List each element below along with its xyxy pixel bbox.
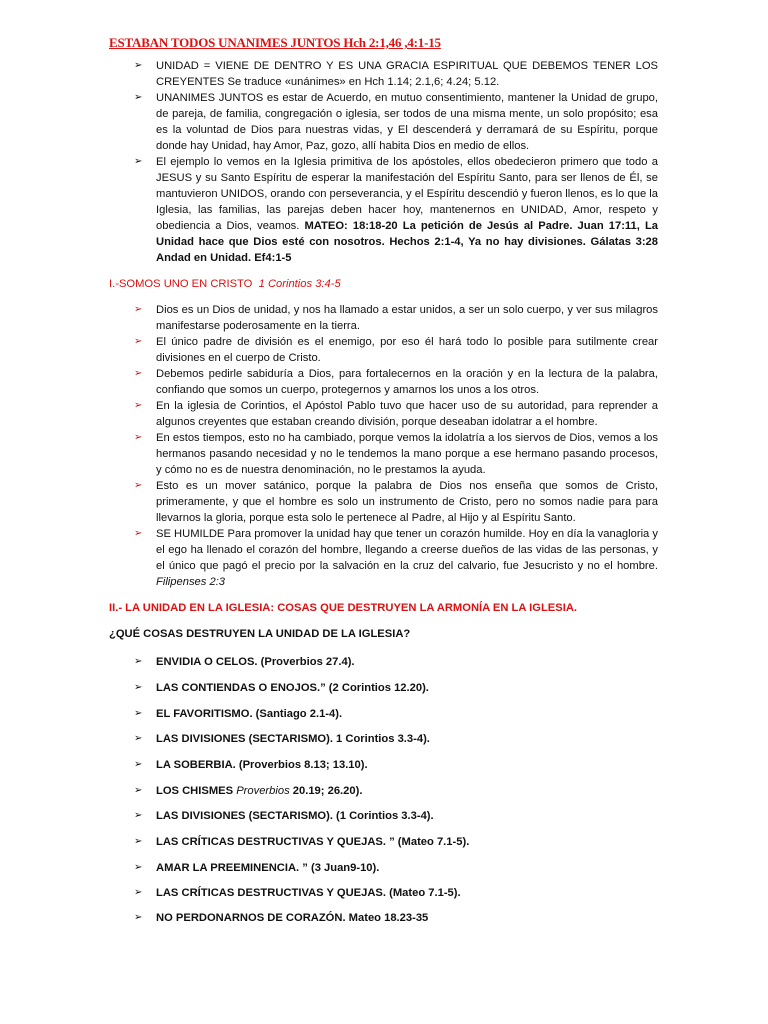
arrow-bullet-icon: ➢ xyxy=(134,304,143,315)
arrow-bullet-icon: ➢ xyxy=(134,368,143,379)
threat-text-part: 20.19; 26.20). xyxy=(289,785,363,797)
list-item xyxy=(134,90,658,154)
arrow-bullet-icon: ➢ xyxy=(134,708,143,719)
arrow-bullet-icon: ➢ xyxy=(134,60,143,71)
arrow-bullet-icon: ➢ xyxy=(134,810,143,821)
arrow-bullet-icon: ➢ xyxy=(134,336,143,347)
arrow-bullet-icon: ➢ xyxy=(134,656,143,667)
threat-text: LAS CONTIENDAS O ENOJOS.” (2 Corintios 12.20). xyxy=(156,682,429,694)
scripture-reference: Filipenses 2:3 xyxy=(156,576,226,588)
arrow-bullet-icon: ➢ xyxy=(134,785,143,796)
arrow-bullet-icon: ➢ xyxy=(134,912,143,923)
scripture-references: MATEO: 18:18-20 La petición de Jesús al Padre. Juan 17:11, La Unidad hace que Dios esté con nosotros. Hechos 2:1-4, Ya no hay divisiones. Gálatas 3:28 Andad en Unidad. Ef4:1-5 xyxy=(156,220,658,264)
arrow-bullet-icon: ➢ xyxy=(134,156,143,167)
list-item-text: El único padre de división es el enemigo, por eso él hará todo lo posible para sutilmente crear divisiones en el cuerpo de Cristo. xyxy=(156,336,658,364)
list-item xyxy=(134,430,658,478)
arrow-bullet-icon: ➢ xyxy=(134,682,143,693)
list-item xyxy=(134,398,658,430)
threat-text xyxy=(156,783,362,799)
list-item xyxy=(134,58,658,90)
threat-text: LAS CRÍTICAS DESTRUCTIVAS Y QUEJAS. (Mateo 7.1-5). xyxy=(156,887,461,899)
intro-block xyxy=(134,58,658,266)
threat-text: LA SOBERBIA. (Proverbios 8.13; 13.10). xyxy=(156,759,368,771)
arrow-bullet-icon: ➢ xyxy=(134,836,143,847)
threat-text: NO PERDONARNOS DE CORAZÓN. Mateo 18.23-35 xyxy=(156,912,429,924)
question-heading: ¿QUÉ COSAS DESTRUYEN LA UNIDAD DE LA IGLESIA? xyxy=(109,628,411,640)
arrow-bullet-icon: ➢ xyxy=(134,759,143,770)
list-item-text: En la iglesia de Corintios, el Apóstol Pablo tuvo que hacer uso de su autoridad, para reprender a algunos creyentes que estaban creando división, porque deseaban idolatrar a el hombre. xyxy=(156,400,658,428)
list-item xyxy=(134,526,658,590)
arrow-bullet-icon: ➢ xyxy=(134,733,143,744)
threat-text: LAS CRÍTICAS DESTRUCTIVAS Y QUEJAS. ” (Mateo 7.1-5). xyxy=(156,836,470,848)
arrow-bullet-icon: ➢ xyxy=(134,887,143,898)
list-item xyxy=(134,334,658,366)
list-item xyxy=(134,366,658,398)
section-reference: 1 Corintios 3:4-5 xyxy=(258,278,341,290)
threat-text-part: LOS CHISMES xyxy=(156,785,237,797)
threat-text: LAS DIVISIONES (SECTARISMO). 1 Corintios 3.3-4). xyxy=(156,733,430,745)
section1-block xyxy=(134,302,658,590)
list-item-text: Dios es un Dios de unidad, y nos ha llamado a estar unidos, a ser un solo cuerpo, y ver sus milagros manifestarse poderosamente en la tierra. xyxy=(156,304,658,332)
document-title: ESTABAN TODOS UNANIMES JUNTOS Hch 2:1,46 ,4:1-15 xyxy=(109,35,441,50)
section2-heading: II.- LA UNIDAD EN LA IGLESIA: COSAS QUE DESTRUYEN LA ARMONÍA EN LA IGLESIA. xyxy=(109,602,578,614)
arrow-bullet-icon: ➢ xyxy=(134,400,143,411)
arrow-bullet-icon: ➢ xyxy=(134,480,143,491)
list-item xyxy=(134,302,658,334)
list-item-text: UNIDAD = VIENE DE DENTRO Y ES UNA GRACIA ESPIRITUAL QUE DEBEMOS TENER LOS CREYENTES Se traduce «unánimes» en Hch 1.14; 2.1,6; 4.24; 5.12. xyxy=(156,60,658,88)
list-item-text: Esto es un mover satánico, porque la palabra de Dios nos enseña que somos de Cristo, primeramente, y que el hombre es solo un instrumento de Cristo, pero no somos nadie para para llevarnos la gloria, porque esta solo le pertenece al Padre, al Hijo y al Espíritu Santo. xyxy=(156,480,658,524)
threat-text: AMAR LA PREEMINENCIA. ” (3 Juan9-10). xyxy=(156,862,380,874)
threat-text: EL FAVORITISMO. (Santiago 2.1-4). xyxy=(156,708,343,720)
list-item-text: El ejemplo lo vemos en la Iglesia primitiva de los apóstoles, ellos obedecieron primero que todo a JESUS y su Santo Espíritu de esperar la manifestación del Espíritu Santo, para ser llenos de Él, se mantuvieron UNIDOS, orando con perseverancia, y el Espíritu descendió y fueron llenos, es lo que la Iglesia, las familias, las parejas deben hacer hoy, mantenernos en UNIDAD, Amor, respeto y obediencia a Dios, veamos. xyxy=(156,156,658,232)
list-item xyxy=(134,154,658,266)
arrow-bullet-icon: ➢ xyxy=(134,862,143,873)
threat-text-italic: Proverbios xyxy=(236,785,290,797)
threat-text: LAS DIVISIONES (SECTARISMO). (1 Corintios 3.3-4). xyxy=(156,810,434,822)
list-item-text: UNANIMES JUNTOS es estar de Acuerdo, en mutuo consentimiento, mantener la Unidad de grupo, de pareja, de familia, congregación o iglesia, ser todos de una misma mente, un solo propósito; esa es la voluntad de Dios para nuestras vidas, y El descenderá y derramará de su Espíritu, porque donde hay Unidad, hay Amor, Paz, gozo, allí habita Dios en medio de ellos. xyxy=(156,92,658,152)
threat-text: ENVIDIA O CELOS. (Proverbios 27.4). xyxy=(156,656,355,668)
list-item-text: SE HUMILDE Para promover la unidad hay que tener un corazón humilde. Hoy en día la vanagloria y el ego ha llenado el corazón del hombre, llegando a creerse dueños de las vidas de las personas, y el único que pagó el precio por la salvación en la cruz del calvario, fue Jesucristo y no el hombre. xyxy=(156,528,658,572)
list-item-text: En estos tiempos, esto no ha cambiado, porque vemos la idolatría a los siervos de Dios, vemos a los hermanos pasando necesidad y no le tendemos la mano porque a ese hermano pasando procesos, y cómo no es de nuestra denominación, no le prestamos la ayuda. xyxy=(156,432,658,476)
list-item-text: Debemos pedirle sabiduría a Dios, para fortalecernos en la oración y en la lectura de la palabra, confiando que somos un cuerpo, protegernos y amarnos los unos a los otros. xyxy=(156,368,658,396)
arrow-bullet-icon: ➢ xyxy=(134,92,143,103)
arrow-bullet-icon: ➢ xyxy=(134,432,143,443)
section-heading-text: I.-SOMOS UNO EN CRISTO xyxy=(109,278,253,290)
section-heading xyxy=(109,278,341,290)
arrow-bullet-icon: ➢ xyxy=(134,528,143,539)
list-item xyxy=(134,478,658,526)
